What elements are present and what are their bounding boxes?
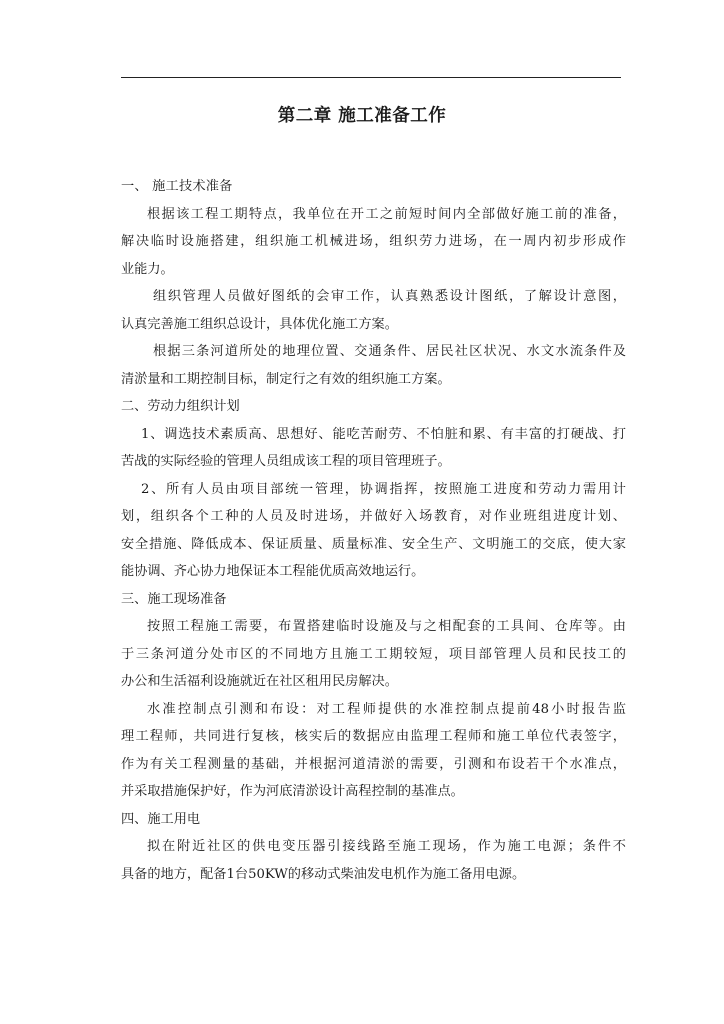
paragraph-line: 1、调选技术素质高、思想好、能吃苦耐劳、不怕脏和累、有丰富的打硬战、打 [141,426,626,442]
chapter-title: 第二章 施工准备工作 [277,106,447,126]
paragraph-line: 苦战的实际经验的管理人员组成该工程的项目管理班子。 [121,454,451,469]
section-heading-2: 二、劳动力组织计划 [121,399,240,414]
paragraph-line: 理工程师，共同进行复核，核实后的数据应由监理工程师和施工单位代表签字， [121,729,626,744]
header-rule [121,77,621,78]
section-heading-1: 一、 施工技术准备 [121,179,233,194]
paragraph-line: 按照工程施工需要，布置搭建临时设施及与之相配套的工具间、仓库等。由 [147,619,626,634]
document-body [121,173,626,888]
paragraph-line: 于三条河道分处市区的不同地方且施工工期较短，项目部管理人员和民技工的 [121,646,626,662]
section-heading-4: 四、施工用电 [121,811,201,827]
paragraph-line: 解决临时设施搭建，组织施工机械进场，组织劳力进场，在一周内初步形成作 [121,234,626,249]
paragraph-line: 能协调、齐心协力地保证本工程能优质高效地运行。 [121,564,425,579]
paragraph-line: 根据三条河道所处的地理位置、交通条件、居民社区状况、水文水流条件及 [153,344,626,359]
section-heading-3: 三、施工现场准备 [121,591,227,607]
paragraph-line: 水准控制点引测和布设：对工程师提供的水准控制点提前48小时报告监 [147,701,626,717]
paragraph-line: 清淤量和工期控制目标，制定行之有效的组织施工方案。 [121,371,451,387]
paragraph-line: 办公和生活福利设施就近在社区租用民房解决。 [121,674,398,689]
paragraph-line: 2、所有人员由项目部统一管理，协调指挥，按照施工进度和劳动力需用计 [141,481,626,497]
paragraph-line: 根据该工程工期特点，我单位在开工之前短时间内全部做好施工前的准备， [147,206,626,222]
paragraph-line: 具备的地方，配备1台50KW的移动式柴油发电机作为施工备用电源。 [121,866,526,882]
paragraph-line: 作为有关工程测量的基础，并根据河道清淤的需要，引测和布设若干个水准点， [121,756,626,772]
paragraph-line: 并采取措施保护好，作为河底清淤设计高程控制的基准点。 [121,784,464,799]
paragraph-line: 组织管理人员做好图纸的会审工作，认真熟悉设计图纸，了解设计意图， [153,289,626,304]
paragraph-line: 安全措施、降低成本、保证质量、质量标准、安全生产、文明施工的交底，使大家 [121,536,626,552]
paragraph-line: 拟在附近社区的供电变压器引接线路至施工现场，作为施工电源；条件不 [147,839,626,854]
paragraph-line: 认真完善施工组织总设计，具体优化施工方案。 [121,316,398,332]
paragraph-line: 业能力。 [121,261,174,277]
paragraph-line: 划，组织各个工种的人员及时进场，并做好入场教育，对作业班组进度计划、 [121,509,626,524]
